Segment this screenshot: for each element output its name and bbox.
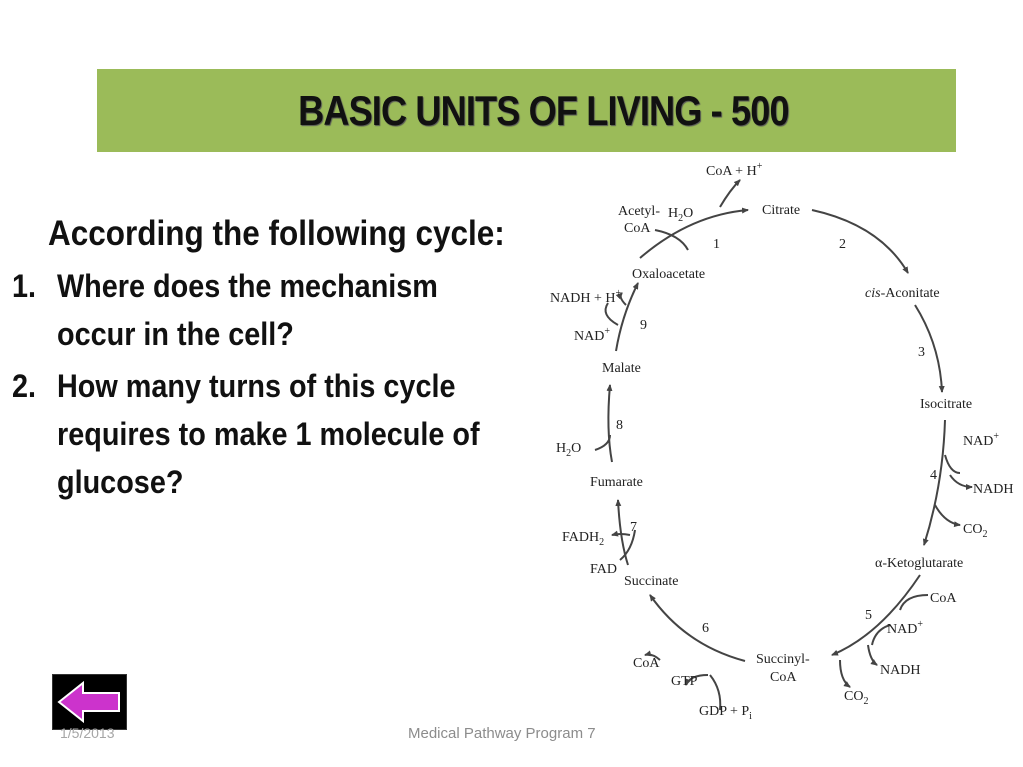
label-co2-5: $CO_2$ — [844, 689, 869, 707]
footer-date: 1/5/2013 — [60, 725, 115, 741]
krebs-cycle-diagram — [540, 155, 1023, 730]
arrow-nad-in-9 — [606, 303, 618, 325]
label-h2o-8: $H_2O$ — [556, 441, 582, 459]
step-number: 9 — [640, 318, 647, 333]
arrow-co2-out-4 — [935, 505, 960, 525]
label-nad-9: NAD+ — [574, 326, 610, 344]
step-number: 1 — [713, 237, 720, 252]
step-number: 3 — [918, 345, 925, 360]
label-isocitrate: Isocitrate — [920, 397, 973, 412]
step-number: 5 — [865, 608, 872, 623]
question-item — [12, 262, 552, 358]
arrow-h2o-in-8 — [595, 435, 610, 450]
label-coa-h: CoA + H+ — [706, 161, 763, 179]
label-alpha-ketoglutarate: α-Ketoglutarate — [875, 556, 964, 571]
label-coa-6: CoA — [633, 656, 660, 671]
label-fadh2: $FADH_2$ — [562, 530, 605, 548]
question-text: Where does the mechanism occur in the cell? — [57, 268, 438, 352]
step-number: 8 — [616, 418, 623, 433]
arrow-step-2 — [812, 210, 908, 273]
label-acetyl-coa-2: CoA — [624, 221, 651, 236]
step-number: 6 — [702, 621, 709, 636]
arrow-nadh-out-4 — [950, 475, 972, 487]
question-number: 2. — [12, 368, 37, 404]
arrow-step-8 — [608, 385, 612, 462]
label-nadh-h: NADH + H+ — [550, 288, 622, 306]
question-number: 1. — [12, 268, 37, 304]
label-succinate: Succinate — [624, 574, 679, 589]
label-citrate: Citrate — [762, 203, 801, 218]
arrow-step-7 — [618, 500, 628, 565]
label-fad: FAD — [590, 562, 617, 577]
label-acetyl-coa: Acetyl- — [618, 204, 660, 219]
question-item — [12, 362, 552, 506]
label-nadh-5: NADH — [880, 663, 921, 678]
label-cis-aconitate: cis-Aconitate — [865, 286, 940, 301]
arrow-fadh-out-7 — [612, 534, 630, 535]
label-malate: Malate — [602, 361, 641, 376]
arrow-nadh-out-9 — [621, 293, 626, 305]
label-oxaloacetate: Oxaloacetate — [632, 267, 706, 282]
label-nadh-4: NADH — [973, 482, 1014, 497]
label-succinyl-coa: Succinyl- — [756, 652, 810, 667]
arrow-co2-out-5 — [840, 660, 850, 687]
label-gdp-pi: GDP + $P_i$ — [699, 704, 752, 722]
arrow-acetyl-in — [655, 230, 688, 250]
arrow-coa-out — [720, 180, 740, 207]
arrow-nad-in-4 — [945, 455, 960, 473]
arrow-nadh-out-5 — [868, 645, 877, 665]
label-h2o-1: $H_2O$ — [668, 206, 694, 224]
label-nad-4: NAD+ — [963, 431, 999, 449]
back-button[interactable] — [52, 674, 127, 730]
footer-text: Medical Pathway Program 7 — [408, 725, 596, 742]
step-number: 2 — [839, 237, 846, 252]
arrow-step-6 — [650, 595, 745, 661]
arrow-step-5 — [832, 575, 920, 655]
question-area — [12, 210, 572, 506]
intro-text: According the following cycle: — [48, 214, 505, 253]
slide-title: BASIC UNITS OF LIVING - 500 — [298, 86, 789, 134]
arrow-left-icon — [53, 675, 126, 729]
label-nad-5: NAD+ — [887, 619, 923, 637]
label-co2-4: $CO_2$ — [963, 522, 988, 540]
step-number: 7 — [630, 520, 637, 535]
label-fumarate: Fumarate — [590, 475, 643, 490]
label-coa-5: CoA — [930, 591, 957, 606]
question-text: How many turns of this cycle requires to make 1 molecule of glucose? — [57, 368, 480, 500]
label-succinyl-coa-2: CoA — [770, 670, 797, 685]
step-number: 4 — [930, 468, 937, 483]
title-bar — [97, 69, 956, 152]
label-gtp: GTP — [671, 674, 698, 689]
